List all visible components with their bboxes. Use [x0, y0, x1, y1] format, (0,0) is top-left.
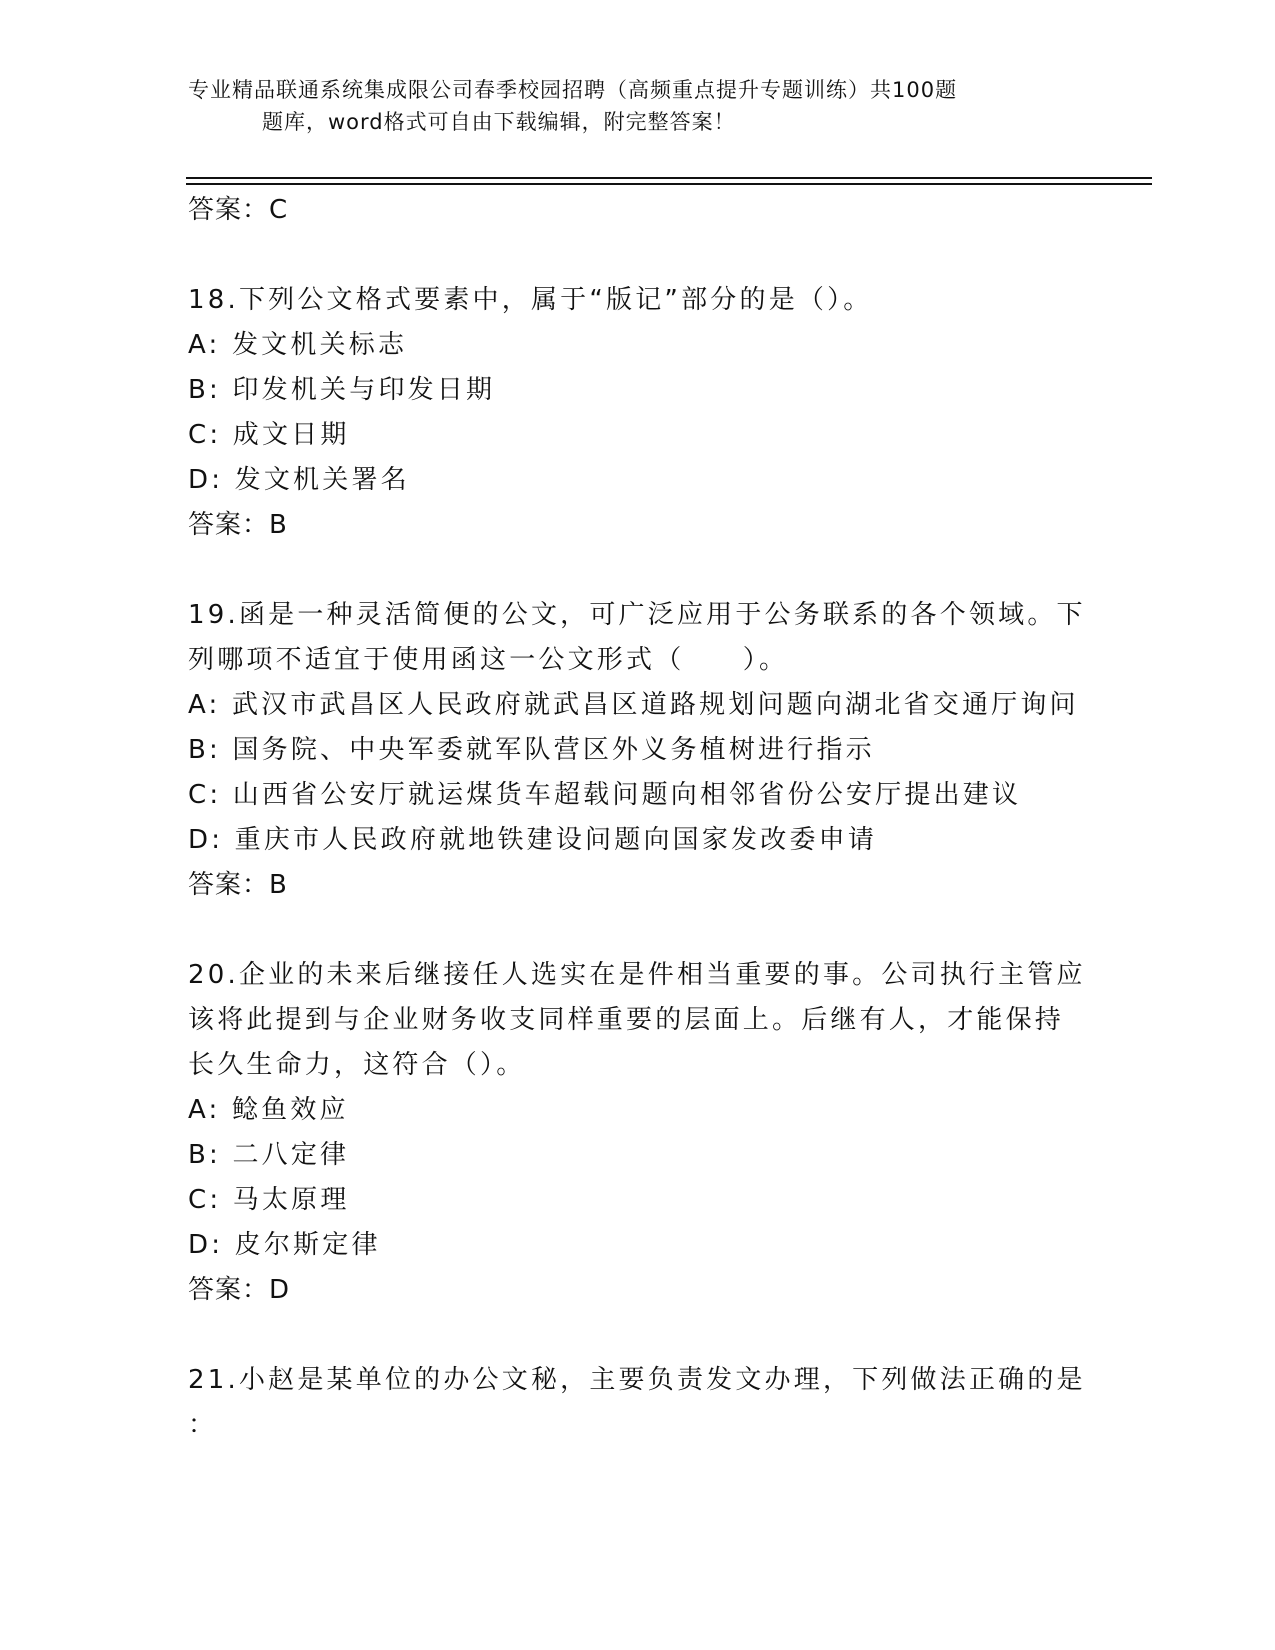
option-d: D: 重庆市人民政府就地铁建设问题向国家发改委申请 — [188, 825, 878, 855]
option-c: C: 马太原理 — [188, 1185, 350, 1215]
option-b: B: 国务院、中央军委就军队营区外义务植树进行指示 — [188, 735, 875, 765]
page-header — [188, 74, 1068, 138]
question-text: 21.小赵是某单位的办公文秘，主要负责发文办理，下列做法正确的是 — [188, 1365, 1086, 1395]
previous-answer: 答案：C — [188, 195, 289, 225]
question-text: 19.函是一种灵活简便的公文，可广泛应用于公务联系的各个领域。下 — [188, 600, 1086, 630]
question-20 — [188, 953, 1088, 1313]
option-b: B: 印发机关与印发日期 — [188, 375, 496, 405]
question-text: 20.企业的未来后继接任人选实在是件相当重要的事。公司执行主管应 — [188, 960, 1086, 990]
question-text: ： — [188, 1410, 218, 1440]
spacer — [188, 1313, 1088, 1358]
question-text: 列哪项不适宜于使用函这一公文形式（ ）。 — [188, 645, 789, 675]
question-text: 长久生命力，这符合（）。 — [188, 1050, 526, 1080]
question-21 — [188, 1358, 1088, 1448]
question-18 — [188, 278, 1088, 548]
header-rule-bottom — [186, 183, 1152, 185]
question-text: 该将此提到与企业财务收支同样重要的层面上。后继有人，才能保持 — [188, 1005, 1065, 1035]
spacer — [188, 548, 1088, 593]
answer: 答案：B — [188, 870, 288, 900]
option-a: A: 鲶鱼效应 — [188, 1095, 349, 1125]
header-title-line-1: 专业精品联通系统集成限公司春季校园招聘（高频重点提升专题训练）共100题 — [188, 78, 958, 102]
answer: 答案：D — [188, 1275, 291, 1305]
option-c: C: 山西省公安厅就运煤货车超载问题向相邻省份公安厅提出建议 — [188, 780, 1022, 810]
option-a: A: 发文机关标志 — [188, 330, 408, 360]
option-b: B: 二八定律 — [188, 1140, 350, 1170]
option-d: D: 发文机关署名 — [188, 465, 410, 495]
answer: 答案：B — [188, 510, 288, 540]
header-rule-top — [186, 177, 1152, 179]
question-text: 18.下列公文格式要素中，属于“版记”部分的是（）。 — [188, 285, 873, 315]
spacer — [188, 908, 1088, 953]
question-19 — [188, 593, 1088, 908]
header-title-line-2: 题库，word格式可自由下载编辑，附完整答案！ — [262, 110, 736, 134]
option-c: C: 成文日期 — [188, 420, 350, 450]
option-a: A: 武汉市武昌区人民政府就武昌区道路规划问题向湖北省交通厅询问 — [188, 690, 1079, 720]
question-list — [188, 188, 1088, 1448]
option-d: D: 皮尔斯定律 — [188, 1230, 381, 1260]
spacer — [188, 233, 1088, 278]
